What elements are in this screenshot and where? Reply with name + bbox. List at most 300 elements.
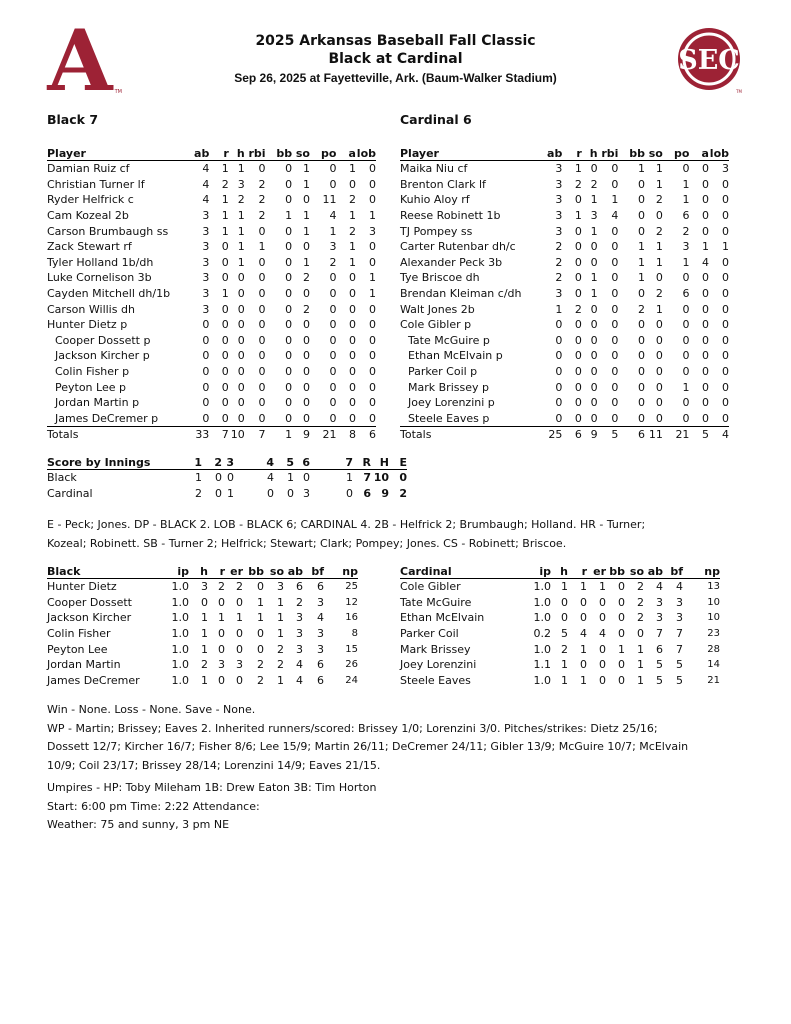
stat-cell: 0 (369, 318, 376, 332)
stat-cell: 4 (676, 580, 683, 594)
stat-cell: 3 (317, 642, 324, 656)
stat-cell: 0 (258, 271, 266, 285)
stat-cell: 1 (221, 224, 229, 238)
stat-cell: 0 (202, 333, 210, 347)
stat-cell: 0 (329, 365, 337, 379)
stat-cell: 1 (237, 255, 245, 269)
stat-cell: 0 (285, 162, 293, 176)
pitcher-name: Colin Fisher (47, 627, 111, 641)
stat-cell: 5 (676, 673, 683, 687)
stat-cell: 1.0 (533, 673, 551, 687)
stat-cell: 0 (574, 255, 582, 269)
column-header: h (189, 564, 208, 579)
stat-cell: 3 (369, 224, 376, 238)
stat-cell: 0 (580, 595, 587, 609)
stat-cell: 0 (682, 349, 690, 363)
batter-row (47, 239, 376, 255)
stat-cell: 0 (611, 318, 619, 332)
column-header: 1 (185, 455, 202, 470)
column-header: r (208, 564, 225, 579)
stat-cell: 0 (348, 302, 356, 316)
cardinal-pitching-table (400, 564, 720, 688)
stat-cell: 0 (329, 380, 337, 394)
stat-cell: 2 (574, 177, 582, 191)
pitching-notes-line: WP - Martin; Brissey; Eaves 2. Inherited runners/scored: Brissey 1/0; Lorenzini 3/0. Pitches/strikes: Dietz 25/16; (47, 721, 658, 735)
stat-cell: 0 (655, 380, 663, 394)
stat-cell: 10 (707, 596, 720, 608)
stat-cell: 0 (237, 349, 245, 363)
stat-cell: 3 (555, 162, 563, 176)
stat-cell: 0 (701, 302, 709, 316)
total-cell: 11 (648, 428, 663, 442)
stat-cell: 0 (356, 411, 376, 427)
batter-row (47, 364, 376, 380)
pitcher-row (47, 641, 358, 657)
stat-cell: 0 (682, 162, 690, 176)
stat-cell: 1 (561, 580, 568, 594)
stat-cell: 1 (201, 611, 208, 625)
stat-cell: 0 (638, 193, 645, 207)
stat-cell: 1 (590, 224, 598, 238)
cardinal-team-heading: Cardinal 6 (400, 112, 472, 127)
stat-cell: 2 (277, 658, 284, 672)
pitcher-row (400, 657, 720, 673)
stat-cell: 0 (258, 162, 266, 176)
stat-cell: 3 (682, 240, 690, 254)
stat-cell: 0 (611, 162, 619, 176)
stat-cell: 0 (599, 611, 606, 625)
stat-cell: 0 (611, 255, 619, 269)
stat-cell: 0 (655, 271, 663, 285)
stat-cell: 7 (363, 471, 371, 485)
stat-cell: 0 (645, 411, 663, 427)
stat-cell: 0 (638, 287, 645, 301)
stat-cell: 3 (202, 209, 210, 223)
stat-cell: 3 (218, 658, 225, 672)
stat-cell: 0 (555, 333, 563, 347)
stat-cell: 0 (215, 486, 222, 500)
pitcher-name: Cole Gibler (400, 580, 461, 594)
column-header: po (663, 146, 690, 161)
stat-cell: 0 (329, 318, 337, 332)
stat-cell: 2 (637, 580, 644, 594)
stat-cell: 0 (348, 380, 356, 394)
column-header: 7 (310, 455, 353, 470)
stat-cell: 2 (638, 302, 645, 316)
stat-cell: 1 (302, 162, 310, 176)
column-header: lob (709, 146, 729, 160)
total-cell: 8 (348, 428, 356, 442)
stat-cell: 3 (237, 177, 245, 191)
pitcher-row (400, 641, 720, 657)
stat-cell: 0 (348, 349, 356, 363)
stat-cell: 2 (201, 658, 208, 672)
total-cell: 10 (230, 428, 245, 442)
column-header: h (582, 146, 598, 161)
batter-row (400, 301, 729, 317)
stat-cell: 1 (348, 209, 356, 223)
batter-row (400, 161, 729, 177)
stat-cell: 0 (218, 642, 225, 656)
player-name: Cooper Dossett p (55, 333, 151, 347)
stat-cell: 0 (221, 318, 229, 332)
column-header: h (551, 564, 568, 579)
player-name: Ryder Helfrick c (47, 193, 134, 207)
pitcher-name: Joey Lorenzini (400, 658, 477, 672)
column-header: rbi (245, 146, 266, 161)
column-header: np (324, 564, 358, 579)
stat-cell: 0 (302, 318, 310, 332)
stat-cell: 3 (317, 627, 324, 641)
player-name: Alexander Peck 3b (400, 255, 503, 269)
column-header: h (229, 146, 245, 161)
stat-cell: 0 (237, 271, 245, 285)
column-header: so (292, 146, 310, 161)
column-header: E (389, 455, 407, 470)
column-header: so (645, 146, 663, 161)
stat-cell: 2 (555, 271, 563, 285)
svg-text:SEC: SEC (678, 45, 740, 76)
stat-cell: 0 (348, 177, 356, 191)
stat-cell: 1 (221, 287, 229, 301)
stat-cell: 0 (302, 193, 310, 207)
column-header: Score by Innings (47, 455, 185, 470)
stat-cell: 0 (221, 349, 229, 363)
stat-cell: 0 (701, 271, 709, 285)
stat-cell: 0 (638, 224, 645, 238)
batter-row (47, 333, 376, 349)
stat-cell: 4 (296, 658, 303, 672)
stat-cell: 0 (701, 193, 709, 207)
stat-cell: 3 (722, 162, 729, 176)
stat-cell: 0 (722, 318, 729, 332)
batter-row (400, 286, 729, 302)
pitcher-row (47, 626, 358, 642)
stat-cell: 9 (381, 486, 389, 500)
player-name: Brendan Kleiman c/dh (400, 287, 522, 301)
stat-cell: 0 (555, 349, 563, 363)
column-header: bb (606, 564, 625, 579)
stat-cell: 0 (555, 380, 563, 394)
stat-cell: 0 (221, 396, 229, 410)
stat-cell: 0 (267, 486, 274, 500)
stat-cell: 4 (202, 193, 210, 207)
stat-cell: 1 (655, 255, 663, 269)
batter-row (47, 395, 376, 411)
stat-cell: 0 (257, 627, 264, 641)
player-name: Hunter Dietz p (47, 318, 128, 332)
stat-cell: 0 (348, 318, 356, 332)
stat-cell: 1 (221, 209, 229, 223)
batter-row (400, 317, 729, 333)
stat-cell: 0 (701, 162, 709, 176)
total-cell: 25 (548, 428, 563, 442)
stat-cell: 1 (590, 287, 598, 301)
stat-cell: 0 (682, 396, 690, 410)
pitcher-row (47, 595, 358, 611)
stat-cell: 1 (237, 224, 245, 238)
stat-cell: 0 (218, 595, 225, 609)
player-name: Tate McGuire p (408, 333, 490, 347)
column-header: H (371, 455, 389, 470)
stat-cell: 0 (329, 333, 337, 347)
pitcher-name: Mark Brissey (400, 642, 471, 656)
stat-cell: 0 (701, 209, 709, 223)
stat-cell: 6 (682, 209, 690, 223)
stat-cell: 0 (285, 193, 293, 207)
stat-cell: 1 (701, 240, 709, 254)
stat-cell: 10 (373, 471, 389, 485)
stat-cell: 7 (676, 642, 683, 656)
black-team-heading: Black 7 (47, 112, 99, 127)
stat-cell: 6 (363, 486, 371, 500)
stat-cell: 0 (236, 595, 243, 609)
stat-cell: 0 (722, 365, 729, 379)
column-header: er (587, 564, 606, 579)
stat-cell: 0 (682, 318, 690, 332)
stat-cell: 1.1 (533, 658, 551, 672)
svg-text:TM: TM (736, 89, 742, 94)
stat-cell: 0 (561, 611, 568, 625)
stat-cell: 2 (555, 255, 563, 269)
stat-cell: 2 (195, 486, 202, 500)
column-header: np (683, 564, 720, 579)
stat-cell: 0 (285, 349, 293, 363)
stat-cell: 0 (202, 349, 210, 363)
stat-cell: 1 (655, 302, 663, 316)
umpires-line: Umpires - HP: Toby Mileham 1B: Drew Eaton 3B: Tim Horton (47, 781, 377, 794)
stat-cell: 1 (637, 673, 644, 687)
stat-cell: 3 (555, 224, 563, 238)
column-header: bb (618, 146, 645, 161)
stat-cell: 3 (317, 595, 324, 609)
player-name: Jordan Martin p (55, 396, 140, 410)
stat-cell: 0 (209, 411, 228, 427)
pitcher-name: Jordan Martin (47, 658, 121, 672)
stat-cell: 0 (221, 255, 229, 269)
stat-cell: 3 (676, 595, 683, 609)
stat-cell: 2 (258, 209, 266, 223)
stat-cell: 2 (574, 302, 582, 316)
batter-row (400, 223, 729, 239)
stat-cell: 8 (351, 628, 358, 640)
stat-cell: 3 (202, 255, 210, 269)
stat-cell: 0 (574, 349, 582, 363)
stat-cell: 0 (348, 333, 356, 347)
totals-row (47, 427, 376, 443)
player-name: Luke Cornelison 3b (47, 271, 152, 285)
decisions-line: Win - None. Loss - None. Save - None. (47, 703, 256, 716)
stat-cell: 3 (201, 580, 208, 594)
stat-cell: 2 (302, 271, 310, 285)
stat-cell: 1 (682, 380, 690, 394)
total-cell: 7 (221, 428, 229, 442)
player-name: Carson Willis dh (47, 302, 135, 316)
stat-cell: 0 (257, 580, 264, 594)
stat-cell: 0 (689, 411, 709, 427)
pitching-notes (47, 701, 688, 775)
stat-cell: 0 (655, 333, 663, 347)
stat-cell: 0 (237, 318, 245, 332)
stat-cell: 0.2 (533, 627, 551, 641)
stat-cell: 4 (656, 580, 663, 594)
stat-cell: 0 (618, 611, 625, 625)
stat-cell: 1 (637, 658, 644, 672)
column-header: a (336, 146, 356, 161)
stat-cell: 1 (237, 209, 245, 223)
totals-label: Totals (47, 428, 79, 442)
stat-cell: 0 (258, 287, 266, 301)
batter-row (400, 411, 729, 427)
batter-row (47, 161, 376, 177)
stat-cell: 1 (580, 580, 587, 594)
stat-cell: 1 (369, 209, 376, 223)
stat-cell: 4 (611, 209, 619, 223)
player-name: Colin Fisher p (55, 365, 130, 379)
stat-cell: 1 (590, 193, 598, 207)
stat-cell: 0 (580, 658, 587, 672)
stat-cell: 2 (257, 673, 264, 687)
stat-cell: 0 (611, 365, 619, 379)
column-header: bb (266, 146, 293, 161)
batter-row (47, 301, 376, 317)
stat-cell: 2 (257, 658, 264, 672)
stat-cell: 0 (369, 396, 376, 410)
batter-row (47, 270, 376, 286)
total-cell: 9 (302, 428, 310, 442)
stat-cell: 3 (303, 486, 310, 500)
stat-cell: 0 (369, 255, 376, 269)
stat-cell: 0 (590, 162, 598, 176)
batter-row (400, 379, 729, 395)
stat-cell: 0 (258, 302, 266, 316)
total-cell: 4 (722, 428, 729, 442)
weather-line: Weather: 75 and sunny, 3 pm NE (47, 818, 230, 831)
stat-cell: 2 (277, 642, 284, 656)
stat-cell: 2 (399, 486, 407, 500)
column-header: bf (303, 564, 324, 579)
pitcher-name: Cooper Dossett (47, 595, 132, 609)
stat-cell: 6 (317, 658, 324, 672)
stat-cell: 0 (655, 318, 663, 332)
stat-cell: 24 (345, 674, 358, 686)
stat-cell: 1 (561, 658, 568, 672)
column-header: Player (400, 146, 547, 161)
stat-cell: 0 (303, 471, 310, 485)
column-header: r (568, 564, 587, 579)
stat-cell: 0 (302, 396, 310, 410)
stat-cell: 1.0 (171, 673, 189, 687)
team-name: Black (47, 471, 77, 485)
stat-cell: 0 (285, 365, 293, 379)
stat-cell: 0 (638, 365, 645, 379)
stat-cell: 0 (258, 333, 266, 347)
stat-cell: 0 (590, 396, 598, 410)
stat-cell: 0 (701, 349, 709, 363)
stat-cell: 0 (598, 411, 619, 427)
total-cell: 6 (369, 428, 376, 442)
stat-cell: 0 (655, 396, 663, 410)
pitcher-row (400, 673, 720, 689)
stat-cell: 0 (722, 193, 729, 207)
stat-cell: 0 (285, 255, 293, 269)
stat-cell: 0 (227, 471, 234, 485)
game-notes (47, 516, 645, 553)
stat-cell: 1.0 (533, 580, 551, 594)
stat-cell: 4 (202, 162, 210, 176)
stat-cell: 28 (707, 643, 720, 655)
stat-cell: 1 (638, 255, 645, 269)
pitcher-name: Parker Coil (400, 627, 459, 641)
stat-cell: 0 (202, 318, 210, 332)
stat-cell: 3 (202, 287, 210, 301)
stat-cell: 0 (369, 365, 376, 379)
batter-row (47, 192, 376, 208)
stat-cell: 1 (580, 642, 587, 656)
stat-cell: 1 (302, 224, 310, 238)
stat-cell: 1 (348, 240, 356, 254)
stat-cell: 2 (655, 224, 663, 238)
stat-cell: 0 (237, 365, 245, 379)
stat-cell: 0 (574, 287, 582, 301)
column-header: ab (547, 146, 563, 160)
stat-cell: 0 (302, 240, 310, 254)
stat-cell: 3 (590, 209, 598, 223)
stat-cell: 6 (656, 642, 663, 656)
stat-cell: 0 (574, 193, 582, 207)
player-name: Reese Robinett 1b (400, 209, 501, 223)
stat-cell: 0 (237, 287, 245, 301)
stat-cell: 2 (561, 642, 568, 656)
svg-text:TM: TM (114, 89, 122, 95)
stat-cell: 0 (618, 658, 625, 672)
stat-cell: 0 (292, 411, 310, 427)
stat-cell: 0 (369, 333, 376, 347)
stat-cell: 0 (285, 271, 293, 285)
stat-cell: 1 (221, 193, 229, 207)
stat-cell: 0 (561, 595, 568, 609)
stat-cell: 0 (638, 349, 645, 363)
stat-cell: 1 (257, 611, 264, 625)
stat-cell: 5 (656, 658, 663, 672)
stat-cell: 0 (638, 318, 645, 332)
column-header: 2 (202, 455, 222, 470)
column-header: rbi (598, 146, 619, 161)
batter-row (47, 286, 376, 302)
stat-cell: 0 (221, 380, 229, 394)
stat-cell: 0 (329, 349, 337, 363)
stat-cell: 0 (590, 318, 598, 332)
stat-cell: 0 (611, 271, 619, 285)
column-header: Cardinal (400, 564, 524, 579)
stat-cell: 0 (638, 177, 645, 191)
pitcher-name: Jackson Kircher (47, 611, 132, 625)
player-name: Christian Turner lf (47, 177, 145, 191)
column-header: ab (194, 146, 210, 160)
stat-cell: 0 (348, 396, 356, 410)
stat-cell: 0 (618, 595, 625, 609)
stat-cell: 0 (221, 365, 229, 379)
stat-cell: 0 (599, 642, 606, 656)
stat-cell: 1.0 (533, 595, 551, 609)
stat-cell: 1 (287, 471, 294, 485)
player-name: Joey Lorenzini p (408, 396, 495, 410)
game-notes-line: Kozeal; Robinett. SB - Turner 2; Helfrick; Stewart; Clark; Pompey; Jones. CS - Robinett; Briscoe. (47, 536, 567, 550)
stat-cell: 1 (236, 611, 243, 625)
stat-cell: 0 (555, 318, 563, 332)
stat-cell: 1 (201, 627, 208, 641)
stat-cell: 0 (637, 627, 644, 641)
